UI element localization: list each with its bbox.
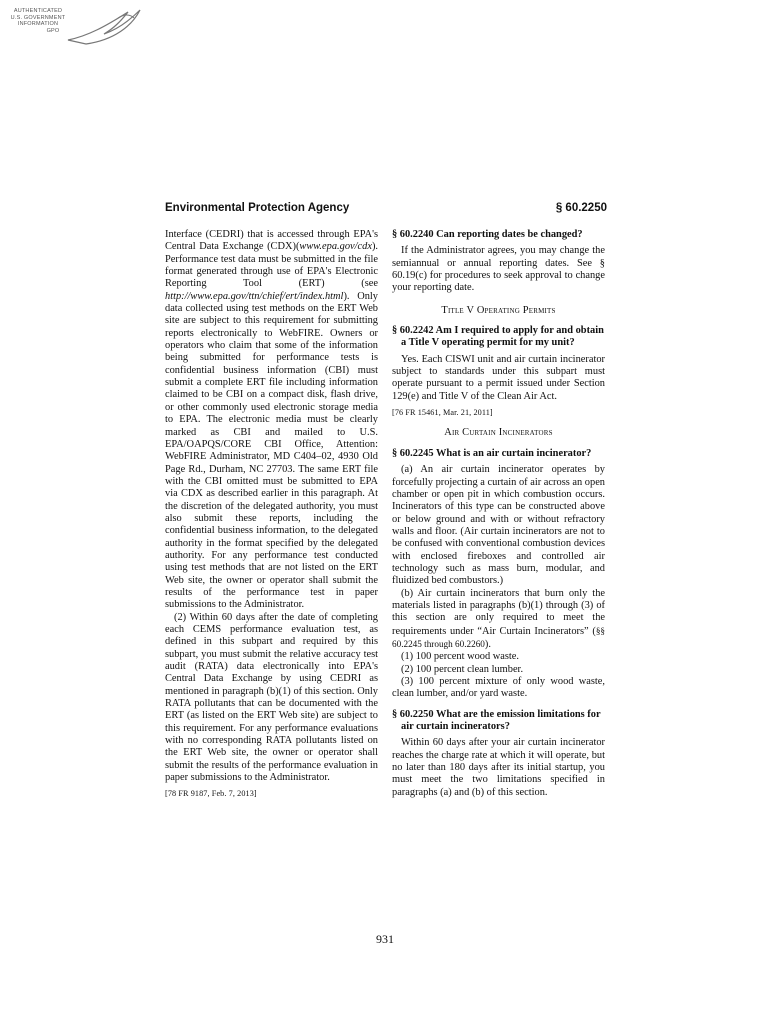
section-60-2240-heading: § 60.2240 Can reporting dates be changed? <box>392 229 583 240</box>
s2245-b-text-a: (b) Air curtain incinerators that burn only the materials listed in paragraphs (b)(1) through (3) of this section are only required to meet the requirements under “Air Curtain Incinerators” ( <box>392 587 605 637</box>
stamp-line-2: U.S. GOVERNMENT <box>10 14 66 21</box>
section-60-2245-a: (a) An air curtain incinerator operates by forcefully projecting a curtain of air across an open chamber or open pit in which combustion occurs. Incinerators of this type can be constructed above or below ground and with or without refractory walls and floor. (Air curtain incinerators are not to be confused with conventional combustion devices with enclosed fireboxes and controlled air technology such as mass burn, modular, and fluidized bed combustors.) <box>392 464 605 587</box>
section-60-2245-b3: (3) 100 percent mixture of only wood waste, clean lumber, and/or yard waste. <box>392 676 605 700</box>
cdx-url: www.epa.gov/cdx <box>299 241 372 253</box>
section-60-2245-b1: (1) 100 percent wood waste. <box>401 651 520 663</box>
right-column <box>392 229 605 799</box>
subheading-title-v: Title V Operating Permits <box>441 304 556 316</box>
running-header <box>165 202 607 218</box>
section-60-2240-body: If the Administrator agrees, you may change the semiannual or annual reporting dates. See § 60.19(c) for procedures to seek approval to change your reporting date. <box>392 245 605 294</box>
section-60-2242-heading: § 60.2242 Am I required to apply for and obtain a Title V operating permit for my unit? <box>392 325 604 349</box>
s2245-b-ref: §§ 60.2245 through 60.2260 <box>392 625 605 649</box>
federal-register-citation: [78 FR 9187, Feb. 7, 2013] <box>165 789 257 799</box>
stamp-line-1: AUTHENTICATED <box>13 8 63 14</box>
paragraph-b2: (2) Within 60 days after the date of completing each CEMS performance evaluation test, as defined in this subpart and required by this subpart, you must submit the relative accuracy test audit (RATA) data electronically into EPA's Central Data Exchange by using CEDRI as mentioned in paragraph (b)(1) of this section. Only RATA pollutants that can be documented with the ERT (as listed on the ERT Web site) are subject to this requirement. For any performance evaluations with no corresponding RATA pollutants listed on the ERT Web site, the owner or operator shall submit the results of the performance evaluation in paper submissions to the Administrator. <box>165 611 378 784</box>
left-column <box>165 229 378 801</box>
section-60-2250-body: Within 60 days after your air curtain incinerator reaches the charge rate at which it will operate, but no later than 180 days after its initial startup, you must meet the two limitations specified in paragraphs (a) and (b) of this section. <box>392 737 605 798</box>
agency-name: Environmental Protection Agency <box>165 202 350 214</box>
section-60-2250-heading: § 60.2250 What are the emission limitations for air curtain incinerators? <box>392 708 601 733</box>
gpo-authentication-stamp <box>6 6 146 52</box>
eagle-logo-icon <box>58 6 148 52</box>
section-60-2245-heading: § 60.2245 What is an air curtain incinerator? <box>392 447 592 459</box>
paragraph-b1-continued <box>165 229 378 612</box>
s2245-b-text-c: ). <box>484 638 491 650</box>
ert-url: http://www.epa.gov/ttn/chief/ert/index.html <box>165 290 344 302</box>
page-number: 931 <box>376 932 394 946</box>
stamp-line-3: INFORMATION <box>17 21 59 27</box>
p1-text-a: Interface (CEDRI) that is accessed through EPA's Central Data Exchange (CDX)( <box>165 229 378 253</box>
p1-text-b: ). Performance test data must be submitted in the file format generated through use of EPA's Electronic Reporting Tool (ERT) (see <box>165 241 378 290</box>
stamp-line-4: GPO <box>46 27 60 34</box>
section-60-2242-body: Yes. Each CISWI unit and air curtain incinerator subject to standards under this subpart must operate pursuant to a permit issued under Section 129(e) and Title V of the Clean Air Act. <box>392 353 605 402</box>
federal-register-citation-2242: [76 FR 15461, Mar. 21, 2011] <box>392 408 493 418</box>
section-60-2245-b <box>392 588 605 652</box>
p1-text-c: ). Only data collected using test methods on the ERT Web site are subject to this requirement for submitting reports electronically to WebFIRE. Owners or operators who claim that some of the information being submitted for performance tests is confidential business information (CBI) must submit a complete ERT file including information claimed to be CBI on a compact disk, flash drive, or other commonly used electronic storage media to EPA. The electronic media must be clearly marked as CBI and mailed to U.S. EPA/OAPQS/CORE CBI Office, Attention: WebFIRE Administrator, MD C404–02, 4930 Old Page Rd., Durham, NC 27703. The same ERT file with the CBI omitted must be submitted to EPA via CDX as described earlier in this paragraph. At the discretion of the delegated authority, you must also submit these reports, including the confidential business information, to the delegated authority in the format specified by the delegated authority. For any performance test conducted using test methods that are not listed on the ERT Web site, the owner or operator shall submit the results of the performance test in paper submissions to the Administrator. <box>165 290 378 611</box>
subheading-air-curtain: Air Curtain Incinerators <box>444 427 553 439</box>
section-number: § 60.2250 <box>555 202 607 214</box>
section-60-2245-b2: (2) 100 percent clean lumber. <box>401 663 524 675</box>
